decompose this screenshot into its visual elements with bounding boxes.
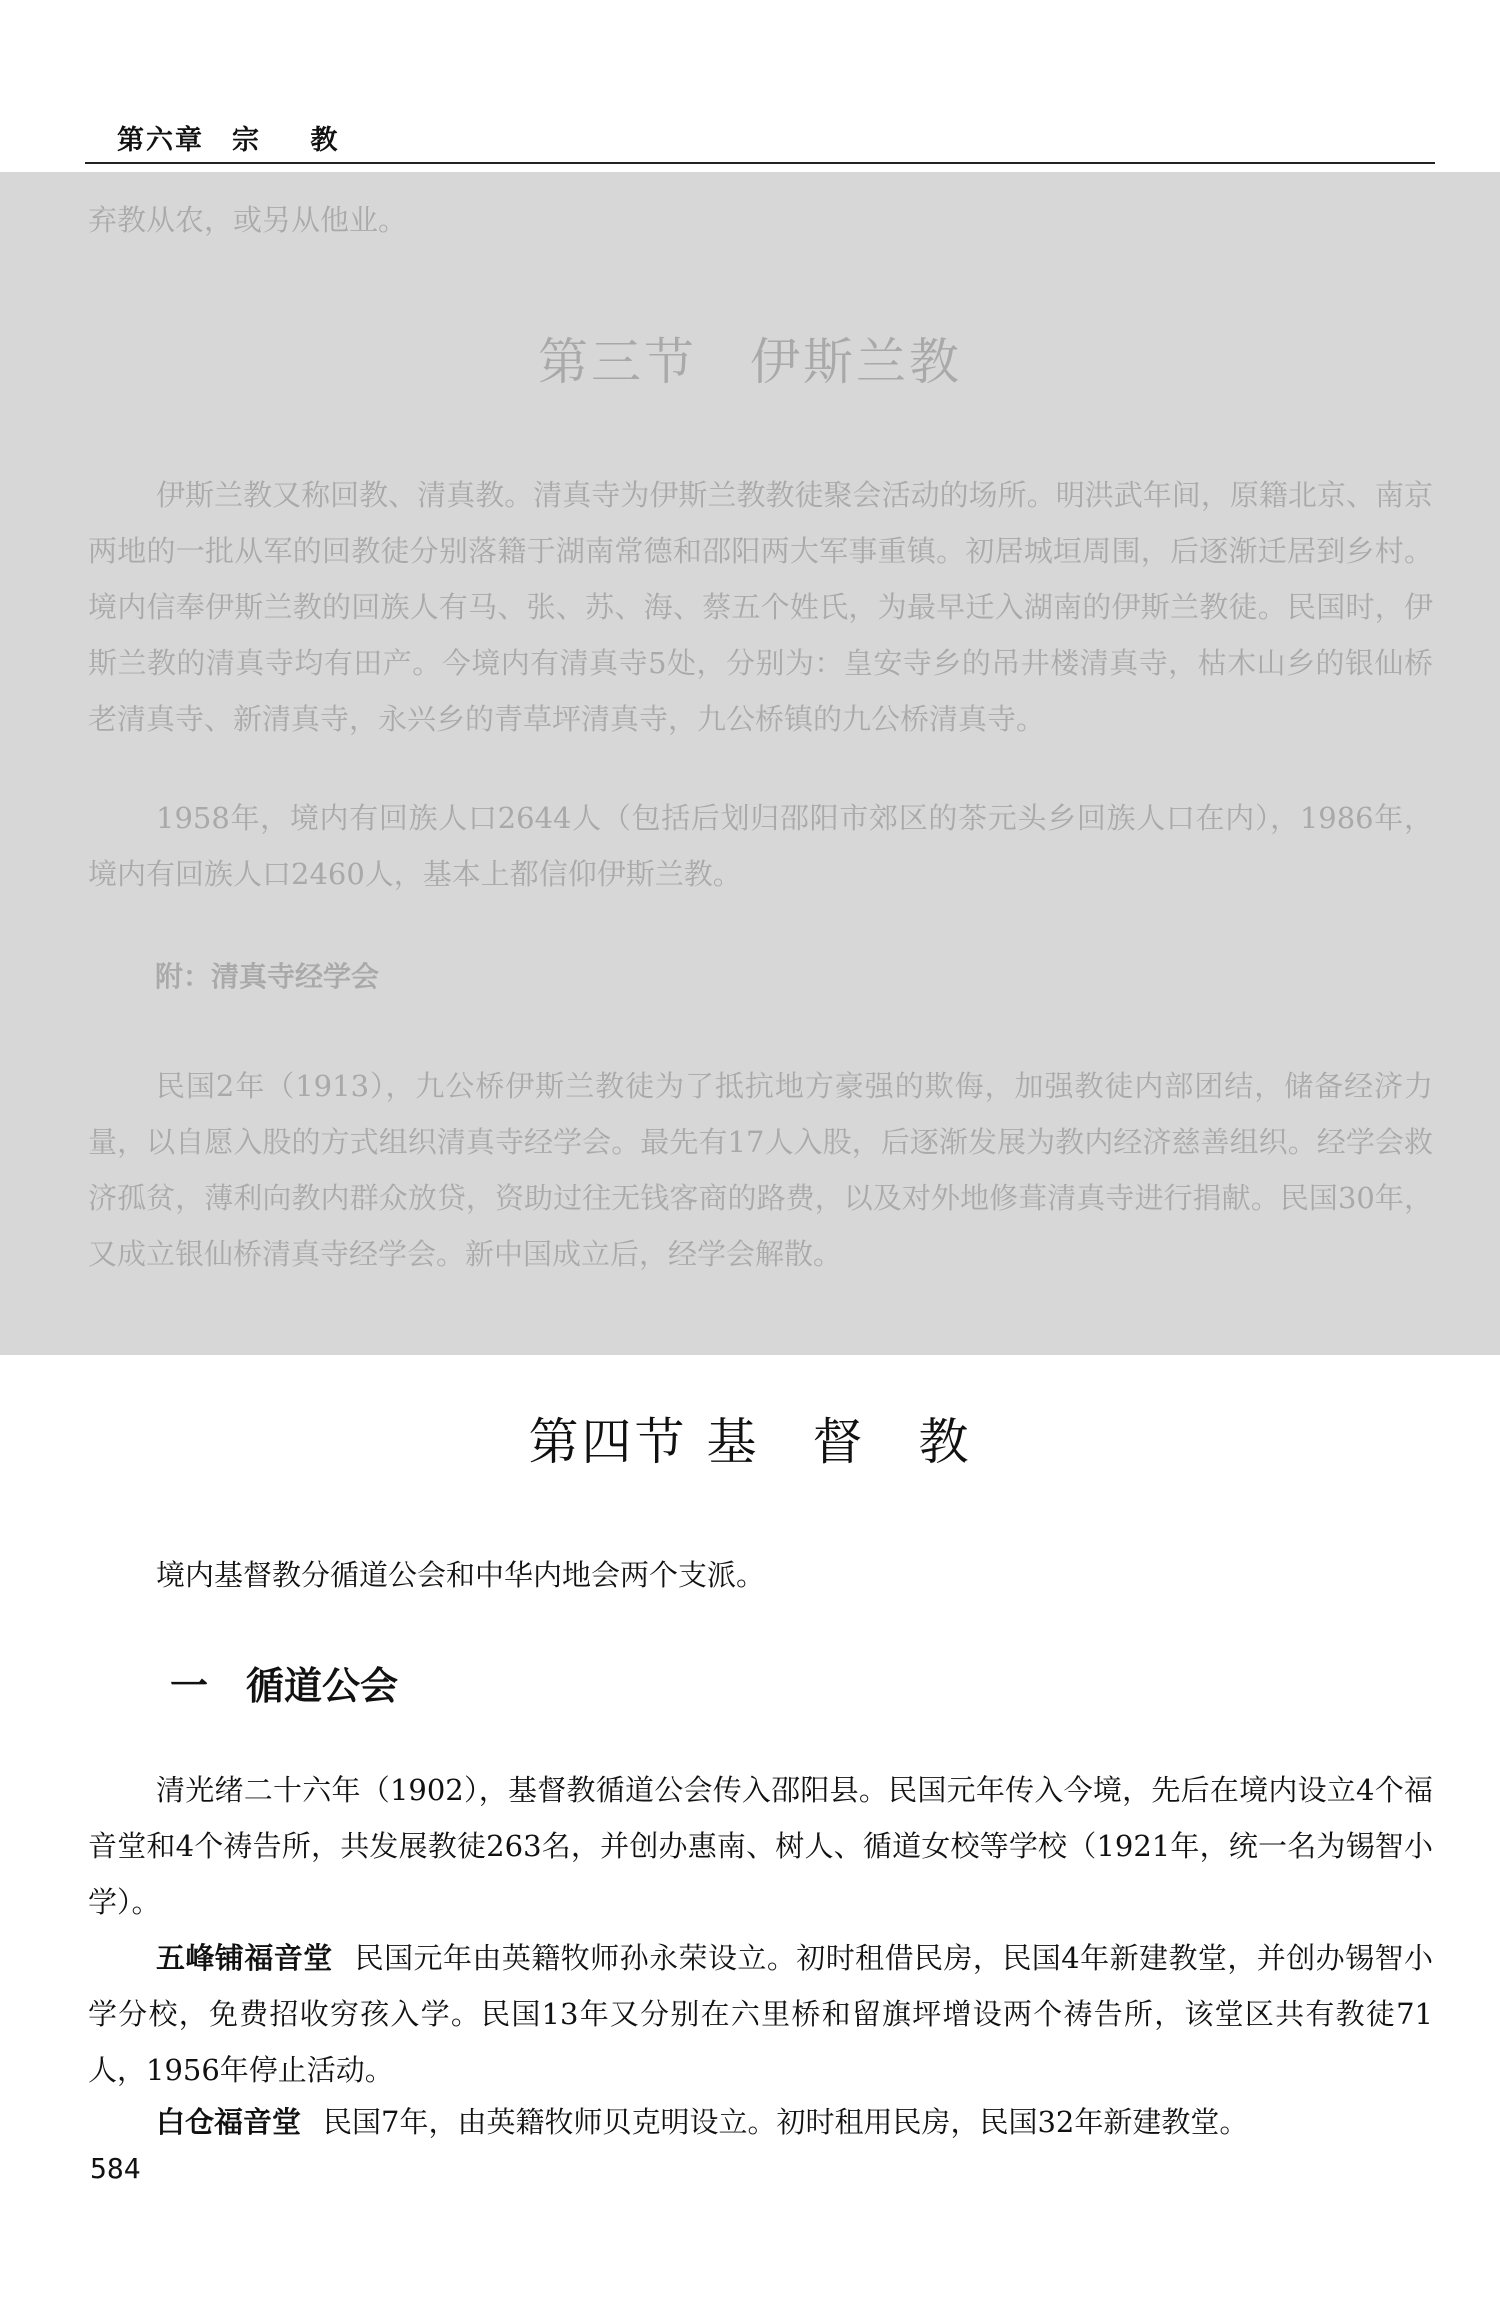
page-number: 584 (90, 2152, 141, 2185)
baicang-text: 民国7年，由英籍牧师贝克明设立。初时租用民房，民国32年新建教堂。 (323, 2105, 1249, 2139)
section-3-paragraph-2: 1958年，境内有回族人口2644人（包括后划归邵阳市郊区的茶元头乡回族人口在内），1986年，境内有回族人口2460人，基本上都信仰伊斯兰教。 (88, 801, 1433, 891)
subject-label: 宗 教 (232, 125, 340, 156)
wufengpu-text: 民国元年由英籍牧师孙永荣设立。初时租借民房，民国4年新建教堂，并创办锡智小学分校，免费招收穷孩入学。民国13年又分别在六里桥和留旗坪增设两个祷告所，该堂区共有教徒71人，1956年停止活动。 (88, 1941, 1433, 2087)
church-name-wufengpu: 五峰铺福音堂 (156, 1941, 333, 1975)
subsection-1-paragraph-1: 清光绪二十六年（1902），基督教循道公会传入邵阳县。民国元年传入今境，先后在境内设立4个福音堂和4个祷告所，共发展教徒263名，并创办惠南、树人、循道女校等学校（1921年，统一名为锡智小学）。 (88, 1773, 1433, 1919)
section-3-title: 第三节 伊斯兰教 (538, 333, 962, 391)
subsection-1-paragraph-3 (88, 2094, 1433, 2150)
section-4-intro: 境内基督教分循道公会和中华内地会两个支派。 (156, 1558, 766, 1592)
section-3-paragraph-1: 伊斯兰教又称回教、清真教。清真寺为伊斯兰教教徒聚会活动的场所。明洪武年间，原籍北京、南京两地的一批从军的回教徒分别落籍于湖南常德和邵阳两大军事重镇。初居城垣周围，后逐渐迁居到乡村。境内信奉伊斯兰教的回族人有马、张、苏、海、蔡五个姓氏，为最早迁入湖南的伊斯兰教徒。民国时，伊斯兰教的清真寺均有田产。今境内有清真寺5处，分别为：皇安寺乡的吊井楼清真寺，枯木山乡的银仙桥老清真寺、新清真寺，永兴乡的青草坪清真寺，九公桥镇的九公桥清真寺。 (88, 478, 1433, 736)
chapter-label: 第六章 (117, 125, 204, 156)
faded-section-block (0, 172, 1500, 1355)
subsection-1-title: 一 循道公会 (170, 1663, 399, 1708)
appendix-title: 附：清真寺经学会 (155, 960, 380, 993)
section-4-title: 第四节 基 督 教 (528, 1413, 972, 1471)
section-3-paragraph-3: 民国2年（1913），九公桥伊斯兰教徒为了抵抗地方豪强的欺侮，加强教徒内部团结，储备经济力量，以自愿入股的方式组织清真寺经学会。最先有17人入股，后逐渐发展为教内经济慈善组织。经学会救济孤贫，薄利向教内群众放贷，资助过往无钱客商的路费，以及对外地修葺清真寺进行捐献。民国30年，又成立银仙桥清真寺经学会。新中国成立后，经学会解散。 (88, 1069, 1433, 1271)
carryover-text: 弃教从农，或另从他业。 (88, 203, 408, 237)
subsection-1-paragraph-2 (88, 1930, 1433, 2098)
church-name-baicang: 白仓福音堂 (156, 2105, 302, 2139)
running-header (117, 112, 1437, 156)
header-rule (85, 162, 1435, 164)
